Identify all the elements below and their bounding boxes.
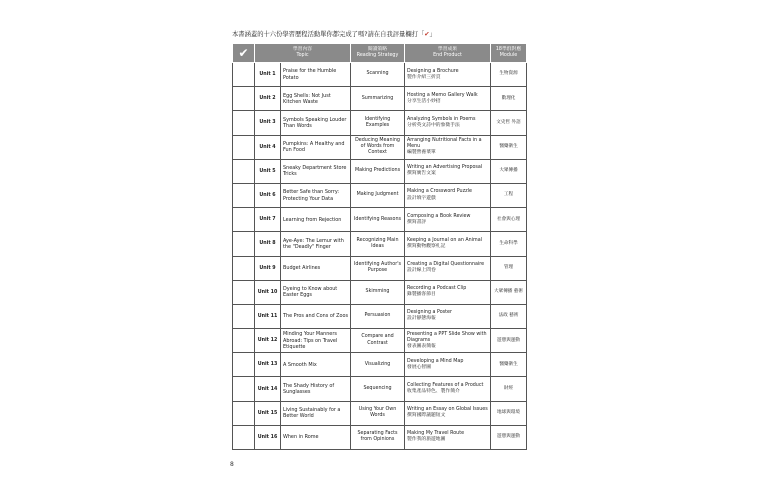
end-product-en: Creating a Digital Questionnaire xyxy=(407,262,485,267)
end-product-zh: 撰寫國際議題短文 xyxy=(407,413,446,419)
module: 生物資源 xyxy=(491,63,527,87)
unit-topic: Minding Your Manners Abroad: Tips on Travel Etiquette xyxy=(281,329,351,353)
table-row xyxy=(233,135,527,159)
module: 財經 xyxy=(491,377,527,401)
module: 遊憩與運動 xyxy=(491,329,527,353)
unit-number: Unit 11 xyxy=(255,304,281,328)
end-product-zh: 發表圖表簡報 xyxy=(407,343,436,349)
reading-strategy: Making Predictions xyxy=(351,159,405,183)
end-product-zh: 發展心智圖 xyxy=(407,364,432,370)
end-product xyxy=(405,159,491,183)
reading-strategy: Using Your Own Words xyxy=(351,401,405,425)
end-product-zh: 製作我的旅遊地圖 xyxy=(407,437,446,443)
module: 工程 xyxy=(491,183,527,207)
end-product xyxy=(405,304,491,328)
strategy-header-en: Reading Strategy xyxy=(356,53,399,58)
table-row xyxy=(233,401,527,425)
self-check-cell[interactable] xyxy=(233,256,255,280)
reading-strategy: Visualizing xyxy=(351,353,405,377)
table-row xyxy=(233,256,527,280)
table-row xyxy=(233,232,527,256)
end-product-zh: 收集產品特色、製作簡介 xyxy=(407,389,460,395)
end-product xyxy=(405,280,491,304)
unit-topic: The Pros and Cons of Zoos xyxy=(281,304,351,328)
unit-topic: Better Safe than Sorry: Protecting Your Data xyxy=(281,183,351,207)
module: 遊憩與運動 xyxy=(491,425,527,449)
end-product-zh: 設計靜態海報 xyxy=(407,316,436,322)
unit-number: Unit 3 xyxy=(255,111,281,135)
end-product-zh: 分享生活小妙招 xyxy=(407,98,441,104)
end-product-en: Designing a Poster xyxy=(407,310,452,316)
page-instruction xyxy=(232,30,562,39)
end-product-zh: 分析英文詩中的象徵手法 xyxy=(407,122,460,128)
unit-topic: A Smooth Mix xyxy=(281,353,351,377)
check-mark-icon: ✔ xyxy=(424,31,430,38)
table-row xyxy=(233,377,527,401)
unit-topic: The Shady History of Sunglasses xyxy=(281,377,351,401)
reading-strategy: Summarizing xyxy=(351,87,405,111)
end-product-en: Arranging Nutritional Facts in a Menu xyxy=(407,138,482,150)
reading-strategy: Sequencing xyxy=(351,377,405,401)
end-product xyxy=(405,377,491,401)
strategy-header xyxy=(351,44,405,63)
table-row xyxy=(233,304,527,328)
reading-strategy: Separating Facts from Opinions xyxy=(351,425,405,449)
end-product xyxy=(405,232,491,256)
table-row xyxy=(233,280,527,304)
unit-topic: When in Rome xyxy=(281,425,351,449)
module: 醫藥衛生 xyxy=(491,135,527,159)
end-product-en: Making My Travel Route xyxy=(407,431,465,437)
end-product-en: Collecting Features of a Product xyxy=(407,382,484,388)
unit-number: Unit 13 xyxy=(255,353,281,377)
self-check-cell[interactable] xyxy=(233,63,255,87)
reading-strategy: Identifying Examples xyxy=(351,111,405,135)
end-product-zh: 撰寫動物觀察札記 xyxy=(407,243,446,249)
reading-strategy: Deducing Meaning of Words from Context xyxy=(351,135,405,159)
end-product-zh: 設計線上問卷 xyxy=(407,268,436,274)
topic-header-en: Topic xyxy=(296,53,309,58)
end-product xyxy=(405,425,491,449)
self-check-cell[interactable] xyxy=(233,135,255,159)
reading-strategy: Recognizing Main Ideas xyxy=(351,232,405,256)
unit-topic: Dyeing to Know about Easter Eggs xyxy=(281,280,351,304)
end-product-en: Keeping a Journal on an Animal xyxy=(407,237,482,243)
end-product-en: Composing a Book Review xyxy=(407,213,471,219)
end-product-en: Hosting a Memo Gallery Walk xyxy=(407,92,478,98)
instruction-suffix: 」 xyxy=(429,31,436,38)
module: 大眾傳播 xyxy=(491,159,527,183)
self-check-cell[interactable] xyxy=(233,87,255,111)
unit-number: Unit 14 xyxy=(255,377,281,401)
topic-header xyxy=(255,44,351,63)
table-row xyxy=(233,111,527,135)
topic-header-zh: 學習內容 xyxy=(292,47,313,52)
end-product-en: Analyzing Symbols in Poems xyxy=(407,116,476,122)
table-row xyxy=(233,353,527,377)
table-row xyxy=(233,159,527,183)
end-product xyxy=(405,329,491,353)
end-product-zh: 撰寫廣告文案 xyxy=(407,171,436,177)
module: 生命科學 xyxy=(491,232,527,256)
self-check-header xyxy=(233,44,255,63)
module-header-zh: 18學群對應 xyxy=(495,47,522,52)
end-product xyxy=(405,63,491,87)
unit-topic: Budget Airlines xyxy=(281,256,351,280)
product-header-zh: 學習成果 xyxy=(437,47,458,52)
unit-number: Unit 12 xyxy=(255,329,281,353)
unit-number: Unit 8 xyxy=(255,232,281,256)
unit-number: Unit 5 xyxy=(255,159,281,183)
unit-number: Unit 4 xyxy=(255,135,281,159)
unit-topic: Symbols Speaking Louder Than Words xyxy=(281,111,351,135)
unit-number: Unit 1 xyxy=(255,63,281,87)
end-product-en: Designing a Brochure xyxy=(407,68,459,74)
end-product-zh: 錄製播客節目 xyxy=(407,292,436,298)
self-check-cell[interactable] xyxy=(233,353,255,377)
table-body xyxy=(233,63,527,450)
unit-number: Unit 15 xyxy=(255,401,281,425)
self-check-cell[interactable] xyxy=(233,280,255,304)
unit-number: Unit 9 xyxy=(255,256,281,280)
end-product xyxy=(405,87,491,111)
self-check-cell[interactable] xyxy=(233,111,255,135)
unit-topic: Egg Shells: Not Just Kitchen Waste xyxy=(281,87,351,111)
reading-strategy: Identifying Author's Purpose xyxy=(351,256,405,280)
reading-strategy: Skimming xyxy=(351,280,405,304)
reading-strategy: Identifying Reasons xyxy=(351,208,405,232)
self-check-cell[interactable] xyxy=(233,425,255,449)
module: 大眾傳播 藝術 xyxy=(491,280,527,304)
module: 文史哲 外語 xyxy=(491,111,527,135)
end-product-zh: 設計填字遊戲 xyxy=(407,195,436,201)
unit-number: Unit 2 xyxy=(255,87,281,111)
unit-number: Unit 10 xyxy=(255,280,281,304)
unit-number: Unit 6 xyxy=(255,183,281,207)
learning-units-table xyxy=(232,43,527,450)
end-product-zh: 撰寫書評 xyxy=(407,219,427,225)
table-row xyxy=(233,183,527,207)
module: 醫藥衛生 xyxy=(491,353,527,377)
unit-topic: Learning from Rejection xyxy=(281,208,351,232)
unit-number: Unit 16 xyxy=(255,425,281,449)
instruction-text: 本書涵蓋的十六份學習歷程活動單你都完成了嗎?請在自我評量欄打「 xyxy=(232,31,425,38)
reading-strategy: Compare and Contrast xyxy=(351,329,405,353)
end-product-en: Developing a Mind Map xyxy=(407,358,464,364)
end-product xyxy=(405,256,491,280)
module: 管理 xyxy=(491,256,527,280)
end-product xyxy=(405,135,491,159)
module: 地球與環境 xyxy=(491,401,527,425)
module: 法政 藝術 xyxy=(491,304,527,328)
table-row xyxy=(233,329,527,353)
end-product-en: Making a Crossword Puzzle xyxy=(407,189,472,195)
self-check-cell[interactable] xyxy=(233,304,255,328)
unit-topic: Sneaky Department Store Tricks xyxy=(281,159,351,183)
self-check-cell[interactable] xyxy=(233,401,255,425)
product-header xyxy=(405,44,491,63)
end-product xyxy=(405,183,491,207)
unit-topic: Aye-Aye: The Lemur with the "Deadly" Finger xyxy=(281,232,351,256)
end-product xyxy=(405,208,491,232)
unit-topic: Praise for the Humble Potato xyxy=(281,63,351,87)
end-product-zh: 製作介紹三折頁 xyxy=(407,74,441,80)
self-check-cell[interactable] xyxy=(233,159,255,183)
end-product-en: Writing an Advertising Proposal xyxy=(407,165,483,171)
end-product xyxy=(405,111,491,135)
reading-strategy: Persuasion xyxy=(351,304,405,328)
reading-strategy: Making Judgment xyxy=(351,183,405,207)
page-number: 8 xyxy=(230,461,234,468)
unit-topic: Pumpkins: A Healthy and Fun Food xyxy=(281,135,351,159)
table-row xyxy=(233,63,527,87)
self-check-cell[interactable] xyxy=(233,232,255,256)
table-header-row xyxy=(233,44,527,63)
self-check-cell[interactable] xyxy=(233,183,255,207)
end-product xyxy=(405,401,491,425)
table-row xyxy=(233,208,527,232)
module: 數理化 xyxy=(491,87,527,111)
reading-strategy: Scanning xyxy=(351,63,405,87)
end-product-en: Presenting a PPT Slide Show with Diagrams xyxy=(407,331,487,343)
end-product-en: Writing an Essay on Global Issues xyxy=(407,407,488,413)
unit-topic: Living Sustainably for a Better World xyxy=(281,401,351,425)
table-row xyxy=(233,425,527,449)
unit-number: Unit 7 xyxy=(255,208,281,232)
table-row xyxy=(233,87,527,111)
strategy-header-zh: 閱讀策略 xyxy=(367,47,388,52)
check-mark-icon: ✔ xyxy=(238,46,249,60)
module-header xyxy=(491,44,527,63)
self-check-cell[interactable] xyxy=(233,329,255,353)
end-product-zh: 編製營養菜單 xyxy=(407,150,436,156)
self-check-cell[interactable] xyxy=(233,208,255,232)
product-header-en: End Product xyxy=(433,53,462,58)
module: 社會與心理 xyxy=(491,208,527,232)
end-product-en: Recording a Podcast Clip xyxy=(407,286,467,292)
self-check-cell[interactable] xyxy=(233,377,255,401)
module-header-en: Module xyxy=(499,53,518,58)
end-product xyxy=(405,353,491,377)
